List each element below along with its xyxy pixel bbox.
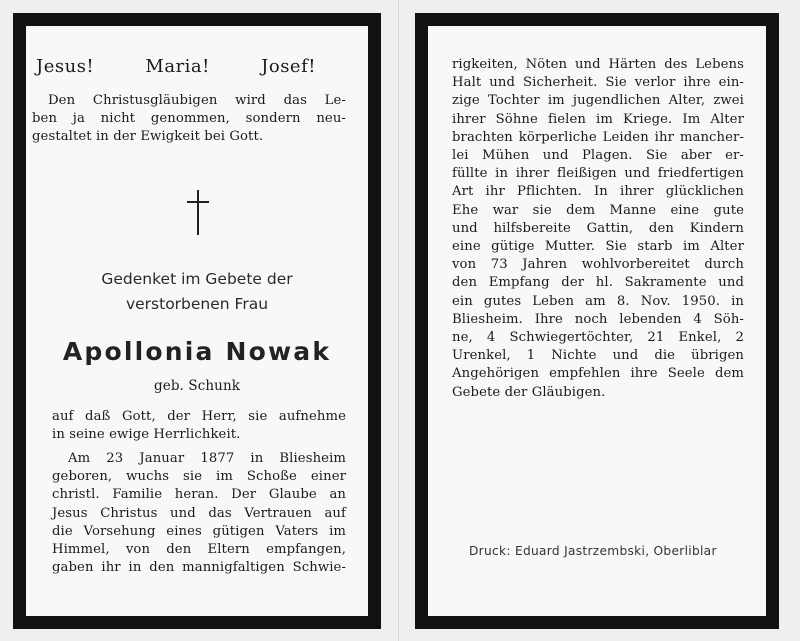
prayer-text bbox=[52, 408, 346, 444]
bio-line: Halt und Sicherheit. Sie verlor ihre ein- bbox=[452, 75, 744, 91]
bio-line: christl. Familie heran. Der Glaube an bbox=[52, 487, 346, 503]
invocation-header bbox=[36, 58, 316, 76]
prayer-line: auf daß Gott, der Herr, sie aufnehme bbox=[52, 409, 346, 424]
bio-line: zige Tochter im jugendlichen Alter, zwei bbox=[452, 93, 744, 109]
biography-left bbox=[52, 450, 346, 577]
bio-line: Ehe war sie dem Manne eine gute bbox=[452, 202, 744, 218]
gedenket-line: verstorbenen Frau bbox=[125, 295, 269, 313]
bio-line: lei Mühen und Plagen. Sie aber er- bbox=[452, 148, 744, 164]
deceased-name: Apollonia Nowak bbox=[62, 337, 332, 366]
bio-line: Angehörigen empfehlen ihre Seele dem bbox=[452, 366, 744, 382]
bio-line: von 73 Jahren wohlvorbereitet durch bbox=[452, 257, 744, 273]
bio-line: füllte in ihrer fleißigen und friedfertigen bbox=[452, 166, 744, 182]
bio-line: Gebete der Gläubigen. bbox=[452, 384, 606, 400]
intro-line: Den Christusgläubigen wird das Le- bbox=[48, 93, 346, 108]
invocation-josef: Josef! bbox=[261, 56, 316, 77]
bio-line: ne, 4 Schwiegertöchter, 21 Enkel, 2 bbox=[452, 330, 744, 346]
bio-line: Bliesheim. Ihre noch lebenden 4 Söh- bbox=[452, 311, 744, 327]
printer-credit: Druck: Eduard Jastrzembski, Oberliblar bbox=[469, 544, 717, 558]
bio-line: Himmel, von den Eltern empfangen, bbox=[52, 542, 346, 558]
bio-line: Art ihr Pflichten. In ihrer glücklichen bbox=[452, 184, 744, 200]
invocation-maria: Maria! bbox=[145, 56, 210, 77]
intro-verse bbox=[32, 92, 346, 147]
bio-line: gaben ihr in den mannigfaltigen Schwie- bbox=[52, 560, 346, 576]
intro-line: gestaltet in der Ewigkeit bei Gott. bbox=[32, 129, 264, 145]
invocation-jesus: Jesus! bbox=[36, 56, 95, 77]
bio-line: geboren, wuchs sie im Schoße einer bbox=[52, 469, 346, 485]
bio-line: den Empfang der hl. Sakramente und bbox=[452, 275, 744, 291]
bio-line: ihrer Söhne fielen im Kriege. Im Alter bbox=[452, 111, 744, 127]
maiden-name: geb. Schunk bbox=[153, 378, 241, 394]
prayer-line: in seine ewige Herrlichkeit. bbox=[52, 427, 241, 443]
gedenket-line: Gedenket im Gebete der bbox=[101, 270, 293, 288]
bio-line: die Vorsehung eines gütigen Vaters im bbox=[52, 523, 346, 539]
bio-line: brachten körperliche Leiden ihr mancher- bbox=[452, 129, 744, 145]
bio-line: und hilfsbereite Gattin, den Kindern bbox=[452, 220, 744, 236]
bio-line: Am 23 Januar 1877 in Bliesheim bbox=[68, 451, 346, 466]
cross-icon bbox=[187, 190, 209, 235]
biography-right bbox=[452, 56, 744, 402]
fold-crease bbox=[398, 0, 399, 641]
bio-line: rigkeiten, Nöten und Härten des Lebens bbox=[452, 57, 744, 72]
bio-line: Jesus Christus und das Vertrauen auf bbox=[52, 505, 346, 521]
bio-line: ein gutes Leben am 8. Nov. 1950. in bbox=[452, 293, 744, 309]
intro-line: ben ja nicht genommen, sondern neu- bbox=[32, 111, 346, 127]
bio-line: eine gütige Mutter. Sie starb im Alter bbox=[452, 239, 744, 255]
bio-line: Urenkel, 1 Nichte und die übrigen bbox=[452, 348, 744, 364]
